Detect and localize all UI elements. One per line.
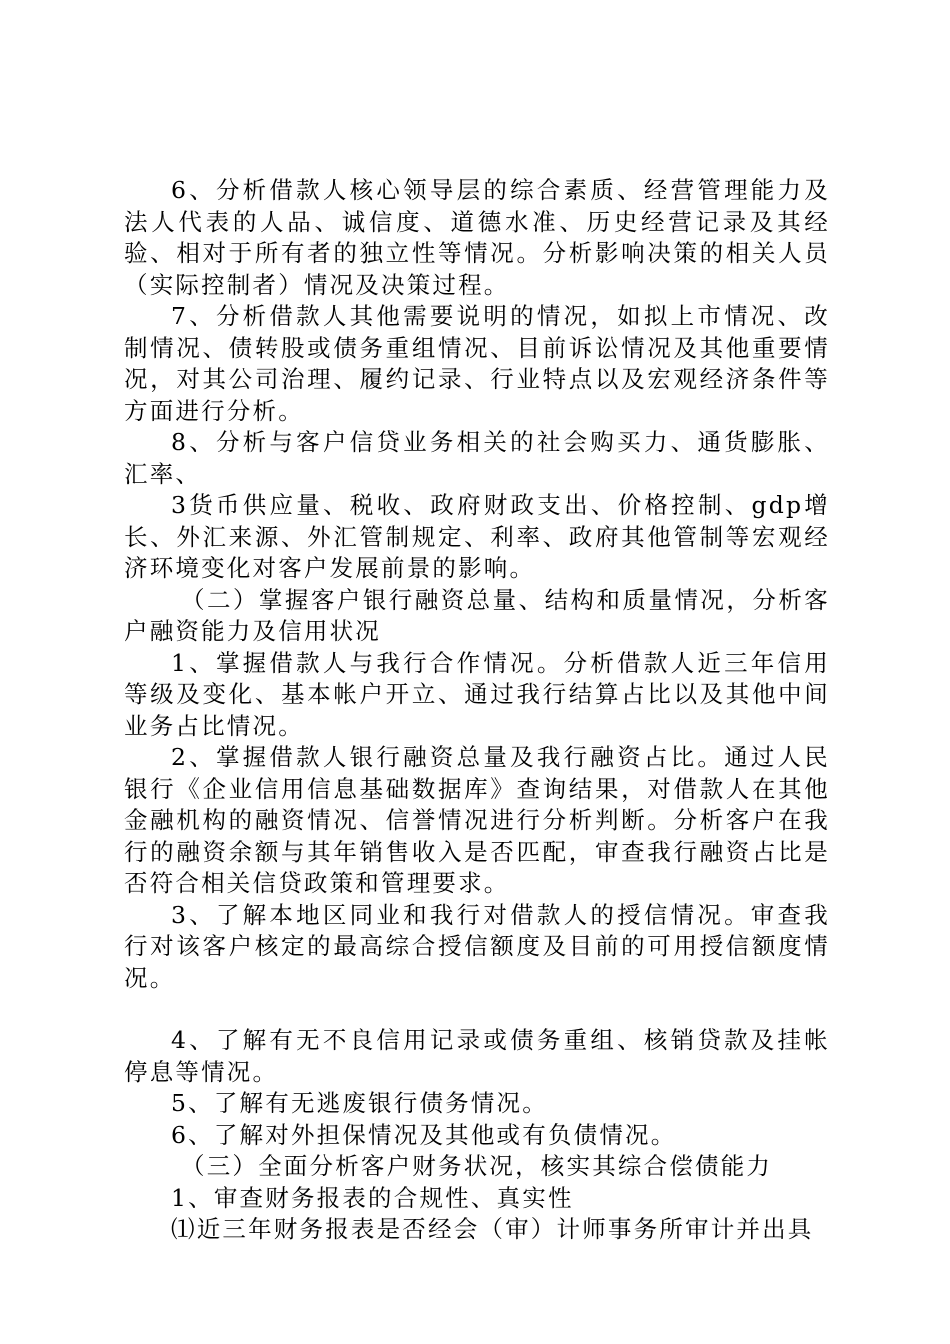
paragraph-item-1-audit: ⑴近三年财务报表是否经会（审）计师事务所审计并出具 [171,1215,814,1243]
section-heading-3: （三）全面分析客户财务状况，核实其综合偿债能力 [181,1152,773,1180]
paragraph-macro-economy: 3货币供应量、税收、政府财政支出、价格控制、gdp增长、外汇来源、外汇管制规定、利率、政府其他管制等宏观经济环境变化对客户发展前景的影响。 [124,491,830,582]
section-heading-2: （二）掌握客户银行融资总量、结构和质量情况，分析客户融资能力及信用状况 [124,585,830,645]
paragraph-4-bad-credit: 4、了解有无不良信用记录或债务重组、核销贷款及挂帐停息等情况。 [124,1026,830,1086]
paragraph-7-other-situations: 7、分析借款人其他需要说明的情况，如拟上市情况、改制情况、债转股或债务重组情况、目前诉讼情况及其他重要情况，对其公司治理、履约记录、行业特点以及宏观经济条件等方面进行分析。 [124,302,830,425]
document-body [124,175,830,1246]
paragraph-2-financing-total: 2、掌握借款人银行融资总量及我行融资占比。通过人民银行《企业信用信息基础数据库》查询结果，对借款人在其他金融机构的融资情况、信誉情况进行分析判断。分析客户在我行的融资余额与其年销售收入是否匹配，审查我行融资占比是否符合相关信贷政策和管理要求。 [124,743,830,897]
paragraph-6-leadership: 6、分析借款人核心领导层的综合素质、经营管理能力及法人代表的人品、诚信度、道德水准、历史经营记录及其经验、相对于所有者的独立性等情况。分析影响决策的相关人员（实际控制者）情况及决策过程。 [124,176,830,299]
paragraph-8-purchasing-power: 8、分析与客户信贷业务相关的社会购买力、通货膨胀、汇率、 [124,428,830,488]
paragraph-1-report-compliance: 1、审查财务报表的合规性、真实性 [171,1183,574,1212]
paragraph-5-debt-evasion: 5、了解有无逃废银行债务情况。 [171,1089,548,1117]
paragraph-1-cooperation: 1、掌握借款人与我行合作情况。分析借款人近三年信用等级及变化、基本帐户开立、通过我行结算占比以及其他中间业务占比情况。 [124,648,830,740]
paragraph-3-credit-granting: 3、了解本地区同业和我行对借款人的授信情况。审查我行对该客户核定的最高综合授信额度及目前的可用授信额度情况。 [124,900,830,992]
paragraph-6-guarantees: 6、了解对外担保情况及其他或有负债情况。 [171,1120,677,1149]
